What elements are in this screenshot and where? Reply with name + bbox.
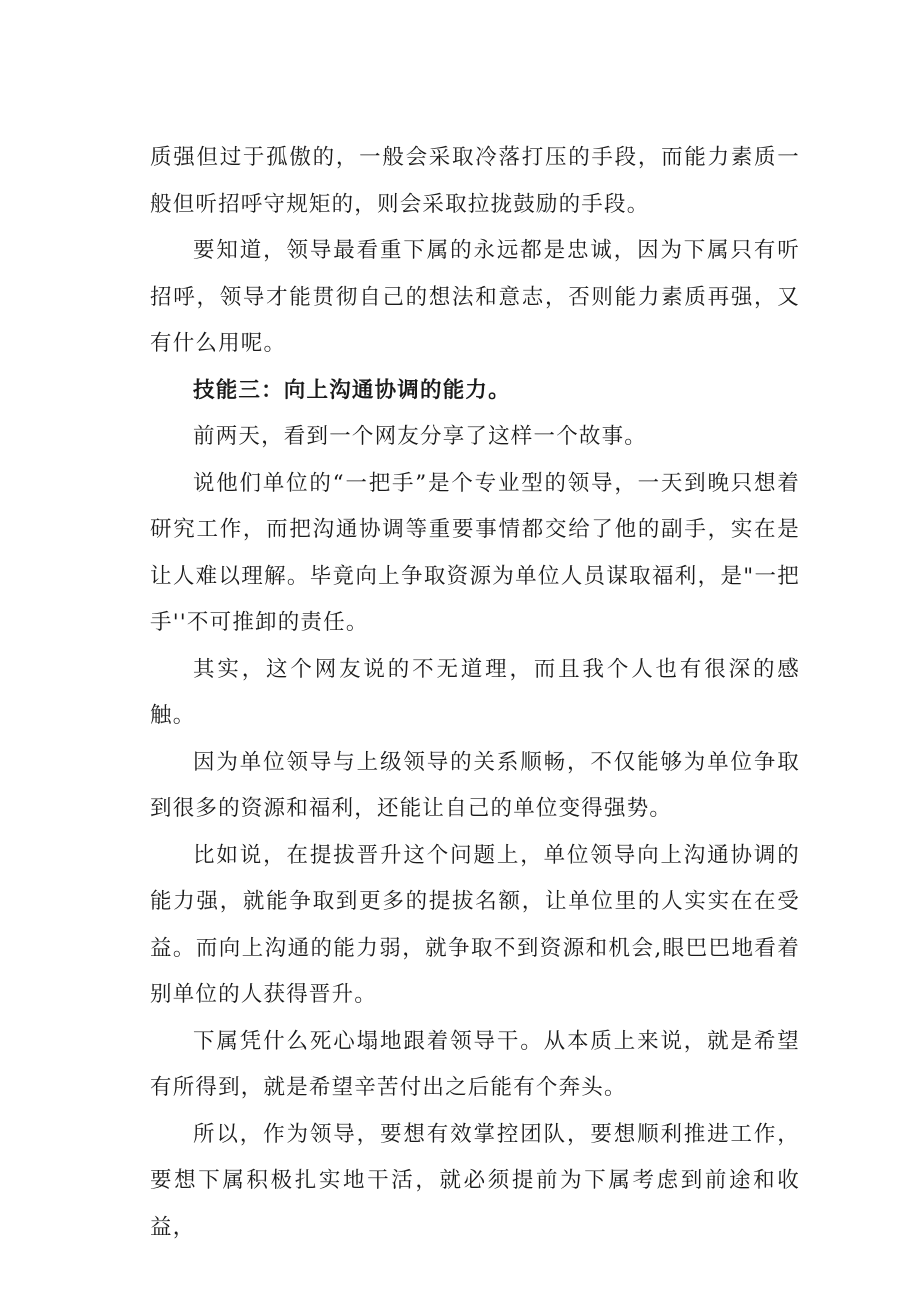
paragraph: 前两天，看到一个网友分享了这样一个故事。 [193, 424, 648, 449]
paragraph: 其实，这个网友说的不无道理，而且我个人也有很深的感触。 [150, 656, 800, 728]
paragraph: 所以，作为领导，要想有效掌控团队，要想顺利推进工作，要想下属积极扎实地干活，就必须提前为下属考虑到前途和收益， [150, 1121, 800, 1240]
section-heading: 技能三：向上沟通协调的能力。 [193, 377, 511, 403]
paragraph: 因为单位领导与上级领导的关系顺畅，不仅能够为单位争取到很多的资源和福利，还能让自己的单位变得强势。 [150, 749, 800, 821]
paragraph: 说他们单位的“一把手”是个专业型的领导，一天到晚只想着研究工作，而把沟通协调等重要事情都交给了他的副手，实在是让人难以理解。毕竟向上争取资源为单位人员谋取福利，是"一把手''不可推卸的责任。 [150, 470, 800, 635]
paragraph-continuation: 质强但过于孤傲的，一般会采取冷落打压的手段，而能力素质一般但听招呼守规矩的，则会采取拉拢鼓励的手段。 [150, 145, 800, 217]
paragraph: 要知道，领导最看重下属的永远都是忠诚，因为下属只有听招呼，领导才能贯彻自己的想法和意志，否则能力素质再强，又有什么用呢。 [150, 238, 800, 356]
document-body [150, 135, 800, 1251]
paragraph: 下属凭什么死心塌地跟着领导干。从本质上来说，就是希望有所得到，就是希望辛苦付出之后能有个奔头。 [150, 1028, 800, 1100]
paragraph: 比如说，在提拔晋升这个问题上，单位领导向上沟通协调的能力强，就能争取到更多的提拔名额，让单位里的人实实在在受益。而向上沟通的能力弱，就争取不到资源和机会,眼巴巴地看着别单位的人获得晋升。 [150, 842, 800, 1007]
